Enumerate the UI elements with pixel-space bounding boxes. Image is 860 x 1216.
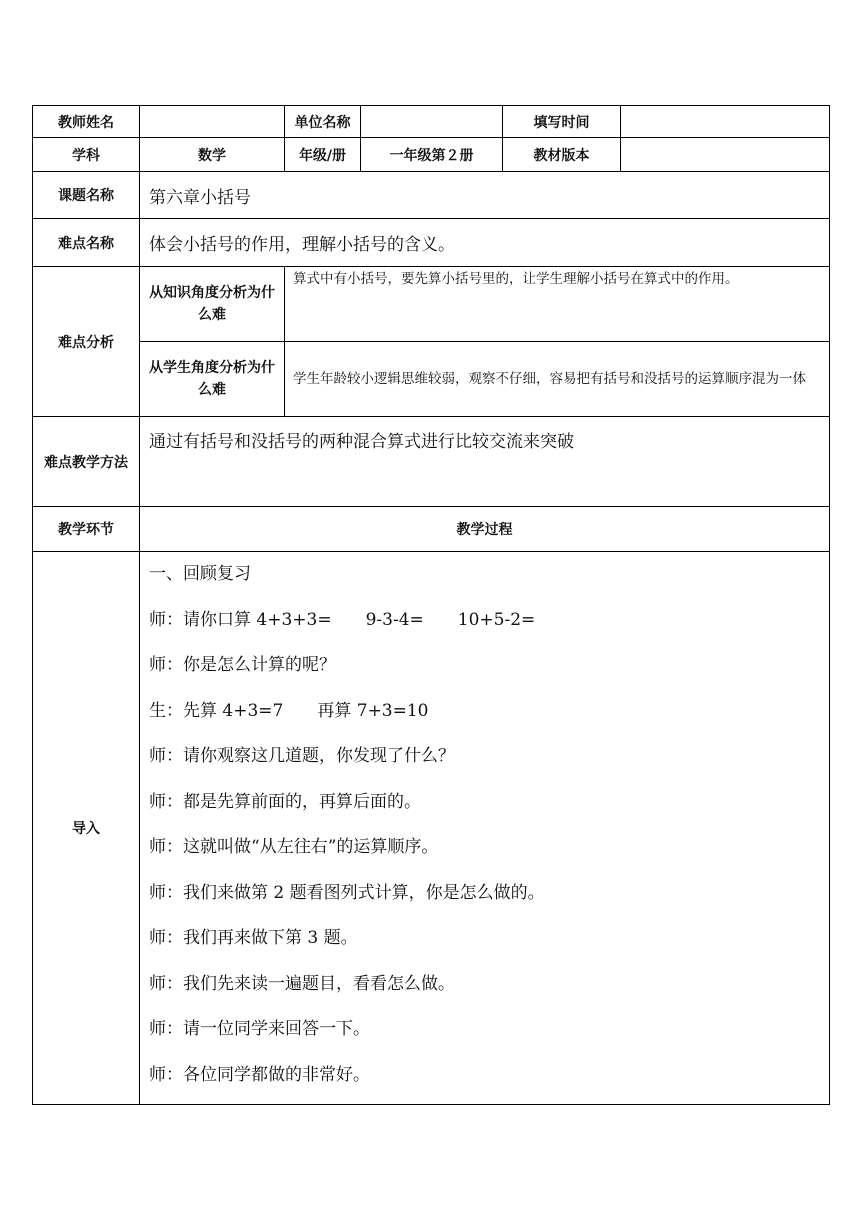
subject-label: 学科 [33,138,140,172]
intro-row [33,552,830,1105]
header-row-1 [33,106,830,138]
difficulty-row [33,219,830,267]
difficulty-value: 体会小括号的作用，理解小括号的含义。 [140,219,830,267]
intro-line: 师：都是先算前面的，再算后面的。 [149,791,421,812]
intro-line [149,604,829,650]
intro-line: 一、回顾复习 [149,564,251,584]
lesson-plan-table [32,105,830,1105]
method-label: 难点教学方法 [33,417,140,507]
header-row-2 [33,138,830,172]
intro-line: 师：各位同学都做的非常好。 [149,1064,370,1085]
oral-calc-prompt: 师：请你口算 4+3+3= [149,609,332,630]
topic-row [33,172,830,219]
intro-line: 师：这就叫做“从左往右”的运算顺序。 [149,837,439,857]
oral-calc-expr-2: 9-3-4= [365,609,424,630]
method-row [33,417,830,507]
knowledge-analysis-text: 算式中有小括号，要先算小括号里的，让学生理解小括号在算式中的作用。 [285,267,830,342]
topic-label: 课题名称 [33,172,140,219]
difficulty-label: 难点名称 [33,219,140,267]
fill-time-value [621,106,830,138]
teacher-name-value [140,106,285,138]
textbook-value [621,138,830,172]
subject-value: 数学 [140,138,285,172]
intro-content [140,552,830,1105]
stage-header: 教学环节 [33,507,140,552]
grade-value: 一年级第２册 [361,138,503,172]
intro-stage-label: 导入 [33,552,140,1105]
analysis-row-student [33,342,830,417]
process-header-row [33,507,830,552]
student-step-2: 再算 7+3=10 [317,700,429,721]
student-analysis-text: 学生年龄较小逻辑思维较弱，观察不仔细，容易把有括号和没括号的运算顺序混为一体 [285,342,830,417]
intro-line: 师：请一位同学来回答一下。 [149,1019,370,1039]
fill-time-label: 填写时间 [503,106,621,138]
method-value: 通过有括号和没括号的两种混合算式进行比较交流来突破 [140,417,830,507]
intro-line [149,695,829,741]
knowledge-analysis-label: 从知识角度分析为什么难 [140,267,285,342]
teacher-name-label: 教师姓名 [33,106,140,138]
grade-label: 年级/册 [285,138,361,172]
student-analysis-label: 从学生角度分析为什么难 [140,342,285,417]
intro-line: 师：我们再来做下第 3 题。 [149,928,358,948]
oral-calc-expr-3: 10+5-2= [457,609,536,630]
unit-name-label: 单位名称 [285,106,361,138]
topic-value: 第六章小括号 [140,172,830,219]
analysis-label: 难点分析 [33,267,140,417]
intro-line: 师：我们先来读一遍题目，看看怎么做。 [149,973,455,994]
unit-name-value [361,106,503,138]
intro-line: 师：请你观察这几道题，你发现了什么？ [149,746,455,766]
intro-line: 师：你是怎么计算的呢？ [149,655,336,675]
intro-line: 师：我们来做第 2 题看图列式计算，你是怎么做的。 [149,882,545,903]
textbook-label: 教材版本 [503,138,621,172]
student-step-1: 生：先算 4+3=7 [149,700,284,721]
analysis-row-knowledge [33,267,830,342]
process-header: 教学过程 [140,507,830,552]
